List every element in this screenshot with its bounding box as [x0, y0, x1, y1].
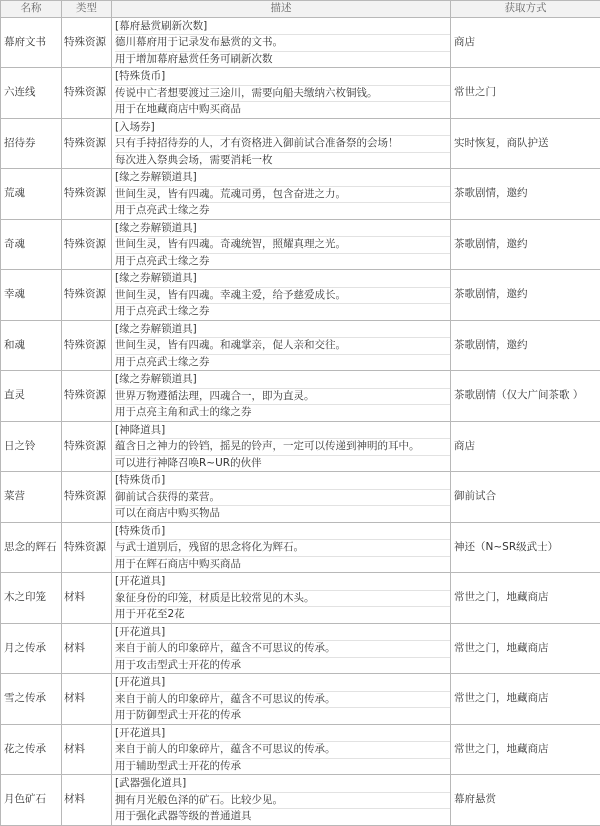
item-desc-cell [112, 573, 451, 624]
item-usage-text: 用于点亮武士缘之券 [115, 202, 450, 219]
item-category-label: [开花道具] [115, 675, 450, 691]
item-desc-cell [112, 775, 451, 826]
item-flavor-text: 传说中亡者想要渡过三途川，需要向船夫缴纳六枚铜钱。 [115, 85, 450, 102]
item-name-cell: 和魂 [1, 320, 62, 371]
table-body [1, 17, 600, 825]
item-usage-text: 用于点亮主角和武士的缘之券 [115, 404, 450, 421]
header-name: 名称 [1, 1, 62, 18]
table-row [1, 472, 600, 523]
item-name-cell: 花之传承 [1, 724, 62, 775]
item-type-cell: 特殊资源 [62, 472, 112, 523]
item-source-cell: 常世之门，地藏商店 [451, 573, 600, 624]
item-desc-cell [112, 724, 451, 775]
item-source-cell: 常世之门，地藏商店 [451, 623, 600, 674]
item-name-cell: 幕府文书 [1, 17, 62, 68]
item-source-cell: 常世之门 [451, 68, 600, 119]
item-usage-text: 用于辅助型武士开花的传承 [115, 758, 450, 775]
table-row [1, 169, 600, 220]
item-desc-cell [112, 522, 451, 573]
item-name-cell: 木之印笼 [1, 573, 62, 624]
item-type-cell: 特殊资源 [62, 371, 112, 422]
item-source-cell: 茶歌剧情，邀约 [451, 219, 600, 270]
table-row [1, 674, 600, 725]
table-row [1, 17, 600, 68]
item-type-cell: 特殊资源 [62, 68, 112, 119]
item-usage-text: 可以在商店中购买物品 [115, 505, 450, 522]
item-type-cell: 材料 [62, 573, 112, 624]
item-type-cell: 特殊资源 [62, 270, 112, 321]
item-category-label: [入场券] [115, 120, 450, 136]
item-category-label: [武器强化道具] [115, 776, 450, 792]
table-row [1, 320, 600, 371]
item-desc-cell [112, 68, 451, 119]
table-row [1, 724, 600, 775]
item-category-label: [缘之券解锁道具] [115, 170, 450, 186]
item-source-cell: 茶歌剧情，邀约 [451, 270, 600, 321]
item-usage-text: 用于点亮武士缘之券 [115, 303, 450, 320]
item-usage-text: 用于防御型武士开花的传承 [115, 707, 450, 724]
item-flavor-text: 世间生灵，皆有四魂。荒魂司勇，包含奋进之力。 [115, 186, 450, 203]
item-source-cell: 茶歌剧情，邀约 [451, 320, 600, 371]
item-category-label: [特殊货币] [115, 524, 450, 540]
item-category-label: [神降道具] [115, 423, 450, 439]
item-source-cell: 常世之门，地藏商店 [451, 674, 600, 725]
item-desc-cell [112, 320, 451, 371]
item-flavor-text: 世间生灵，皆有四魂。和魂掌亲，促人亲和交往。 [115, 337, 450, 354]
item-flavor-text: 来自于前人的印象碎片，蕴含不可思议的传承。 [115, 741, 450, 758]
item-category-label: [缘之券解锁道具] [115, 271, 450, 287]
header-source: 获取方式 [451, 1, 600, 18]
item-desc-cell [112, 371, 451, 422]
item-category-label: [特殊货币] [115, 473, 450, 489]
item-name-cell: 荒魂 [1, 169, 62, 220]
item-usage-text: 用于点亮武士缘之券 [115, 354, 450, 371]
item-name-cell: 直灵 [1, 371, 62, 422]
item-category-label: [幕府悬赏刷新次数] [115, 19, 450, 35]
item-flavor-text: 只有手持招待券的人，才有资格进入御前试合准备祭的会场！ [115, 135, 450, 152]
item-name-cell: 奇魂 [1, 219, 62, 270]
header-desc: 描述 [112, 1, 451, 18]
item-name-cell: 雪之传承 [1, 674, 62, 725]
item-source-cell: 实时恢复，商队护送 [451, 118, 600, 169]
item-source-cell: 御前试合 [451, 472, 600, 523]
item-flavor-text: 拥有月光般色泽的矿石。比较少见。 [115, 792, 450, 809]
item-flavor-text: 与武士道别后，残留的思念将化为辉石。 [115, 539, 450, 556]
item-source-cell: 商店 [451, 17, 600, 68]
item-flavor-text: 世间生灵，皆有四魂。幸魂主爱，给予慈爱成长。 [115, 287, 450, 304]
item-source-cell: 幕府悬赏 [451, 775, 600, 826]
item-category-label: [缘之券解锁道具] [115, 322, 450, 338]
item-desc-cell [112, 219, 451, 270]
item-usage-text: 用于开花至2花 [115, 606, 450, 623]
item-source-cell: 常世之门，地藏商店 [451, 724, 600, 775]
item-flavor-text: 来自于前人的印象碎片，蕴含不可思议的传承。 [115, 640, 450, 657]
item-desc-cell [112, 270, 451, 321]
table-row [1, 270, 600, 321]
item-name-cell: 月之传承 [1, 623, 62, 674]
item-flavor-text: 世界万物遵循法理，四魂合一，即为直灵。 [115, 388, 450, 405]
item-desc-cell [112, 118, 451, 169]
item-desc-cell [112, 674, 451, 725]
item-usage-text: 用于强化武器等级的普通道具 [115, 808, 450, 825]
item-usage-text: 用于在地藏商店中购买商品 [115, 101, 450, 118]
item-category-label: [缘之券解锁道具] [115, 221, 450, 237]
table-row [1, 623, 600, 674]
item-usage-text: 用于攻击型武士开花的传承 [115, 657, 450, 674]
item-type-cell: 特殊资源 [62, 421, 112, 472]
item-category-label: [特殊货币] [115, 69, 450, 85]
item-flavor-text: 世间生灵，皆有四魂。奇魂统智，照耀真理之光。 [115, 236, 450, 253]
item-usage-text: 每次进入祭典会场，需要消耗一枚 [115, 152, 450, 169]
item-name-cell: 思念的辉石 [1, 522, 62, 573]
item-type-cell: 材料 [62, 674, 112, 725]
item-desc-cell [112, 472, 451, 523]
table-row [1, 573, 600, 624]
item-usage-text: 用于点亮武士缘之券 [115, 253, 450, 270]
table-row [1, 219, 600, 270]
item-source-cell: 茶歌剧情（仅大广间茶歌 ） [451, 371, 600, 422]
item-flavor-text: 来自于前人的印象碎片，蕴含不可思议的传承。 [115, 691, 450, 708]
table-row [1, 421, 600, 472]
item-source-cell: 商店 [451, 421, 600, 472]
item-usage-text: 用于在辉石商店中购买商品 [115, 556, 450, 573]
item-type-cell: 材料 [62, 724, 112, 775]
table-row [1, 371, 600, 422]
header-type: 类型 [62, 1, 112, 18]
item-desc-cell [112, 169, 451, 220]
item-type-cell: 特殊资源 [62, 118, 112, 169]
item-name-cell: 日之铃 [1, 421, 62, 472]
item-category-label: [开花道具] [115, 625, 450, 641]
item-name-cell: 月色矿石 [1, 775, 62, 826]
item-usage-text: 用于增加幕府悬赏任务可刷新次数 [115, 51, 450, 68]
item-name-cell: 六连线 [1, 68, 62, 119]
table-row [1, 522, 600, 573]
item-type-cell: 特殊资源 [62, 219, 112, 270]
item-name-cell: 幸魂 [1, 270, 62, 321]
item-source-cell: 茶歌剧情，邀约 [451, 169, 600, 220]
table-row [1, 118, 600, 169]
item-desc-cell [112, 421, 451, 472]
item-name-cell: 菜营 [1, 472, 62, 523]
item-flavor-text: 蕴含日之神力的铃铛，摇晃的铃声，一定可以传递到神明的耳中。 [115, 438, 450, 455]
item-flavor-text: 御前试合获得的菜营。 [115, 489, 450, 506]
item-flavor-text: 德川幕府用于记录发布悬赏的文书。 [115, 34, 450, 51]
item-source-cell: 神还（N~SR级武士） [451, 522, 600, 573]
item-usage-text: 可以进行神降召唤R~UR的伙伴 [115, 455, 450, 472]
table-row [1, 775, 600, 826]
item-type-cell: 特殊资源 [62, 320, 112, 371]
item-category-label: [开花道具] [115, 726, 450, 742]
table-header-row [1, 1, 600, 18]
item-type-cell: 特殊资源 [62, 17, 112, 68]
item-name-cell: 招待券 [1, 118, 62, 169]
item-category-label: [缘之券解锁道具] [115, 372, 450, 388]
item-type-cell: 材料 [62, 623, 112, 674]
item-type-cell: 特殊资源 [62, 169, 112, 220]
item-type-cell: 材料 [62, 775, 112, 826]
item-category-label: [开花道具] [115, 574, 450, 590]
item-desc-cell [112, 17, 451, 68]
item-desc-cell [112, 623, 451, 674]
table-row [1, 68, 600, 119]
item-flavor-text: 象征身份的印笼，材质是比较常见的木头。 [115, 590, 450, 607]
item-type-cell: 特殊资源 [62, 522, 112, 573]
